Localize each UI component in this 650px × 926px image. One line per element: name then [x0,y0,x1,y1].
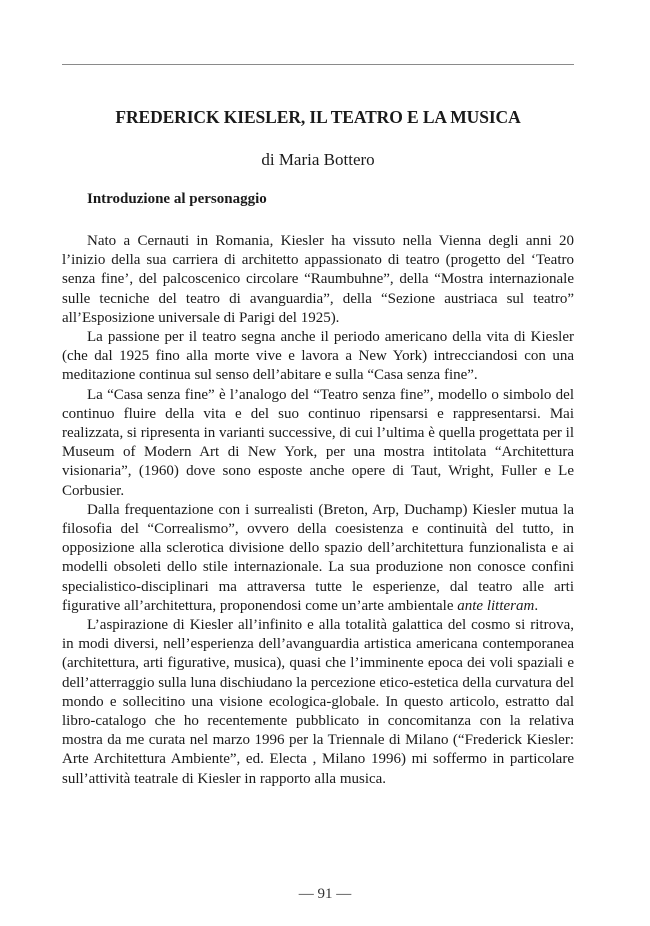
article-body [62,232,574,789]
article-title: FREDERICK KIESLER, IL TEATRO E LA MUSICA [115,107,521,127]
paragraph-1: Nato a Cernauti in Romania, Kiesler ha vissuto nella Vienna degli anni 20 l’inizio della sua carriera di architetto appassionato di teatro (progetto del ‘Teatro senza fine’, del palcoscenico circolare “Raumbuhne”, della “Mostra internazionale sulle tecniche del teatro di avanguardia”, della “Sezione austriaca sul teatro” all’Esposizione universale di Parigi del 1925). [62,233,574,326]
paragraph-4-text: Dalla frequentazione con i surrealisti (Breton, Arp, Duchamp) Kiesler mutua la filosofia del “Correalismo”, ovvero della coesistenza e continuità del tutto, in opposizione alla sclerotica divisione dello spazio dell’architettura funzionalista e ai modelli obsoleti dello stile internazionale. La sua produzione non conosce confini specialistico-disciplinari ma attraversa tutte le esperienze, dal teatro alle arti figurative all’architettura, proponendosi come un’arte ambientale [62,501,574,614]
paragraph-5: L’aspirazione di Kiesler all’infinito e alla totalità galattica del cosmo si ritrova, in modi diversi, nell’esperienza dell’avanguardia artistica americana contemporanea (architettura, arti figurative, musica), quasi che l’imminente epoca dei voli spaziali e dell’atterraggio sulla luna dischiudano la percezione etico-estetica della curvatura del mondo e sollecitino una visione ecologica-globale. In questo articolo, estratto dal libro-catalogo che ho recentemente pubblicato in concomitanza con la relativa mostra da me curata nel marzo 1996 per la Triennale di Milano (“Frederick Kiesler: Arte Architettura Ambiente”, ed. Electa , Milano 1996) mi soffermo in particolare sull’attività teatrale di Kiesler in rapporto alla musica. [62,617,574,787]
paragraph-4-end: . [534,597,539,614]
author-byline: di Maria Bottero [261,150,375,169]
paragraph-3: La “Casa senza fine” è l’analogo del “Teatro senza fine”, modello o simbolo del continuo fluire della vita e del suo continuo ripensarsi e rappresentarsi. Mai realizzata, si ripresenta in varianti successive, di cui l’ultima è quella progettata per il Museum of Modern Art di New York, per una mostra intitolata “Architettura visionaria”, (1960) dove sono esposte anche opere di Taut, Wright, Fuller e Le Corbusier. [62,386,574,499]
section-heading: Introduzione al personaggio [87,191,267,207]
italic-term: ante litteram [457,597,535,614]
page-number: — 91 — [298,886,352,902]
top-rule [62,64,574,65]
paragraph-4 [62,501,574,616]
paragraph-2: La passione per il teatro segna anche il periodo americano della vita di Kiesler (che dal 1925 fino alla morte vive e lavora a New York) intrecciandosi con una meditazione continua sul senso dell’abitare e sulla “Casa senza fine”. [62,329,574,384]
